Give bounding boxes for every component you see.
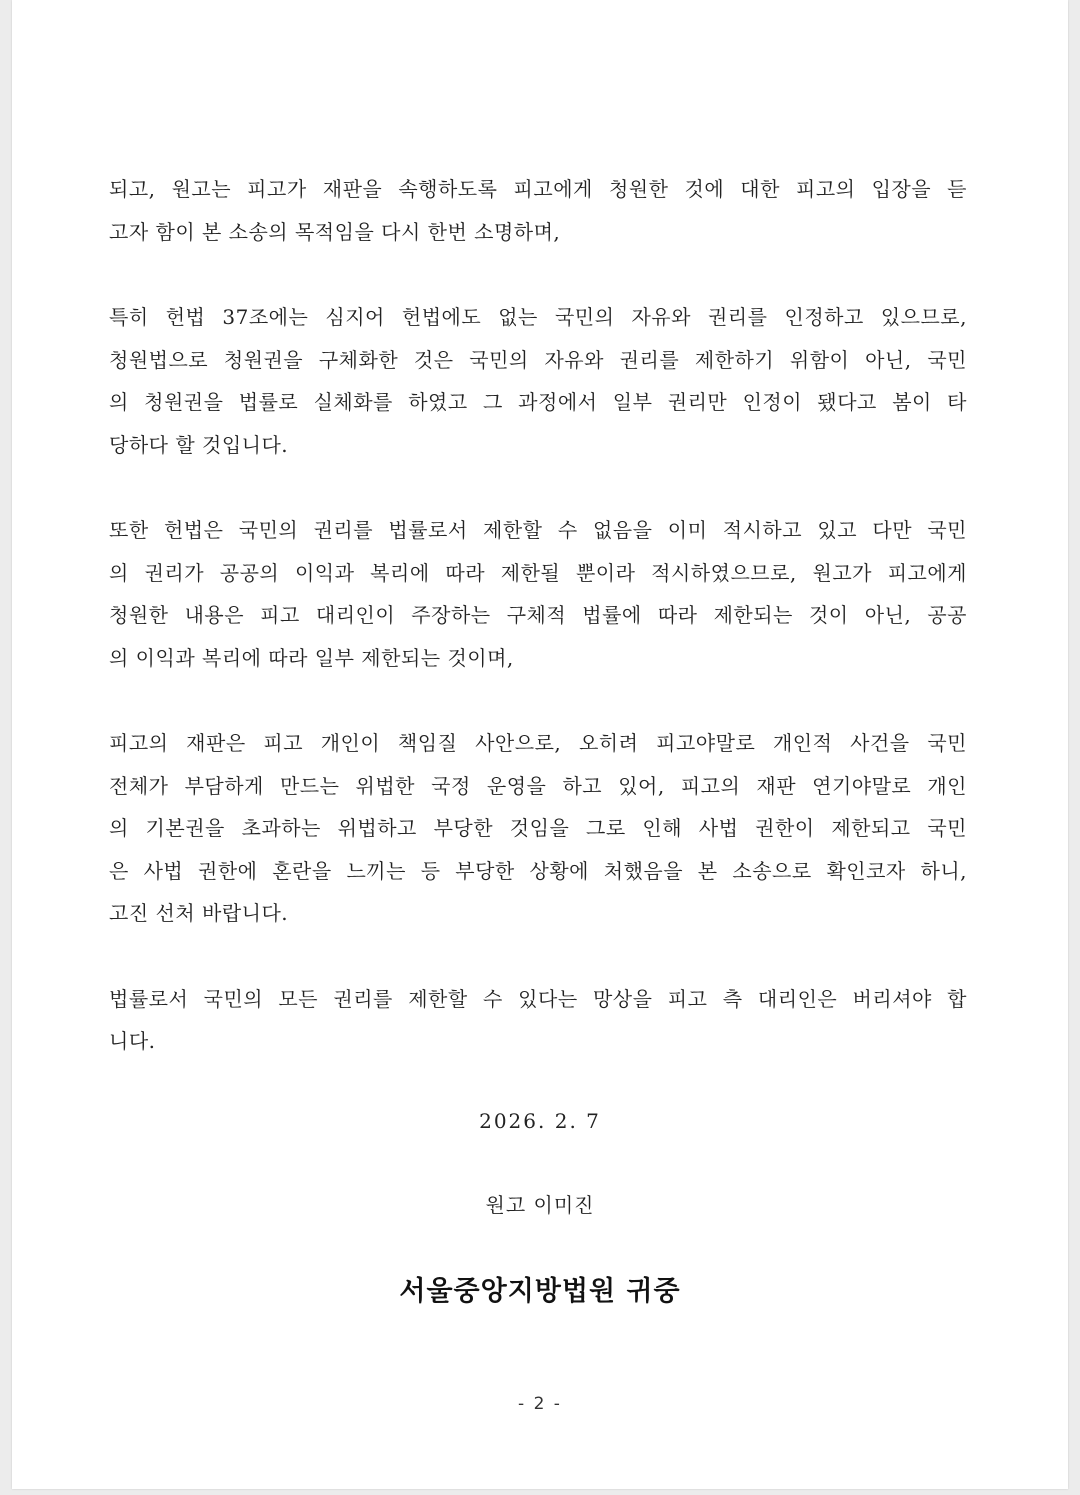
text-line: 청원한 내용은 피고 대리인이 주장하는 구체적 법률에 따라 제한되는 것이 아닌, 공공	[109, 603, 967, 627]
paragraph-2	[109, 296, 967, 466]
text-line: 전체가 부담하게 만드는 위법한 국정 운영을 하고 있어, 피고의 재판 연기야말로 개인	[109, 773, 967, 798]
paragraph-5	[109, 978, 967, 1063]
text-line: 청원법으로 청원권을 구체화한 것은 국민의 자유와 권리를 제한하기 위함이 아닌, 국민	[109, 347, 967, 372]
page-number: - 2 -	[518, 1394, 562, 1414]
text-line: 고진 선처 바랍니다.	[109, 901, 289, 925]
text-line: 의 청원권을 법률로 실체화를 하였고 그 과정에서 일부 권리만 인정이 됐다고 봄이 타	[109, 390, 967, 414]
paragraph-4	[109, 722, 967, 935]
text-line: 의 기본권을 초과하는 위법하고 부당한 것임을 그로 인해 사법 권한이 제한되고 국민	[109, 816, 967, 840]
paragraph-3	[109, 509, 967, 679]
text-line: 은 사법 권한에 혼란을 느끼는 등 부당한 상황에 처했음을 본 소송으로 확인코자 하니,	[109, 858, 967, 883]
text-line: 니다.	[109, 1029, 156, 1053]
signer-name: 원고 이미진	[485, 1193, 595, 1217]
text-line: 법률로서 국민의 모든 권리를 제한할 수 있다는 망상을 피고 측 대리인은 버리셔야 합	[109, 986, 967, 1011]
text-line: 피고의 재판은 피고 개인이 책임질 사안으로, 오히려 피고야말로 개인적 사건을 국민	[109, 731, 967, 755]
text-line: 또한 헌법은 국민의 권리를 법률로서 제한할 수 없음을 이미 적시하고 있고 다만 국민	[109, 518, 967, 542]
text-line: 되고, 원고는 피고가 재판을 속행하도록 피고에게 청원한 것에 대한 피고의 입장을 듣	[109, 177, 967, 201]
text-line: 의 이익과 복리에 따라 일부 제한되는 것이며,	[109, 645, 514, 670]
document-body	[109, 168, 967, 1106]
court-addressee: 서울중앙지방법원 귀중	[399, 1276, 681, 1307]
document-date: 2026. 2. 7	[479, 1109, 601, 1133]
text-line: 의 권리가 공공의 이익과 복리에 따라 제한될 뿐이라 적시하였으므로, 원고가 피고에게	[109, 560, 967, 585]
text-line: 당하다 할 것입니다.	[109, 432, 289, 457]
text-line: 특히 헌법 37조에는 심지어 헌법에도 없는 국민의 자유와 권리를 인정하고 있으므로,	[109, 305, 967, 329]
text-line: 고자 함이 본 소송의 목적임을 다시 한번 소명하며,	[109, 219, 561, 244]
paragraph-1	[109, 168, 967, 253]
